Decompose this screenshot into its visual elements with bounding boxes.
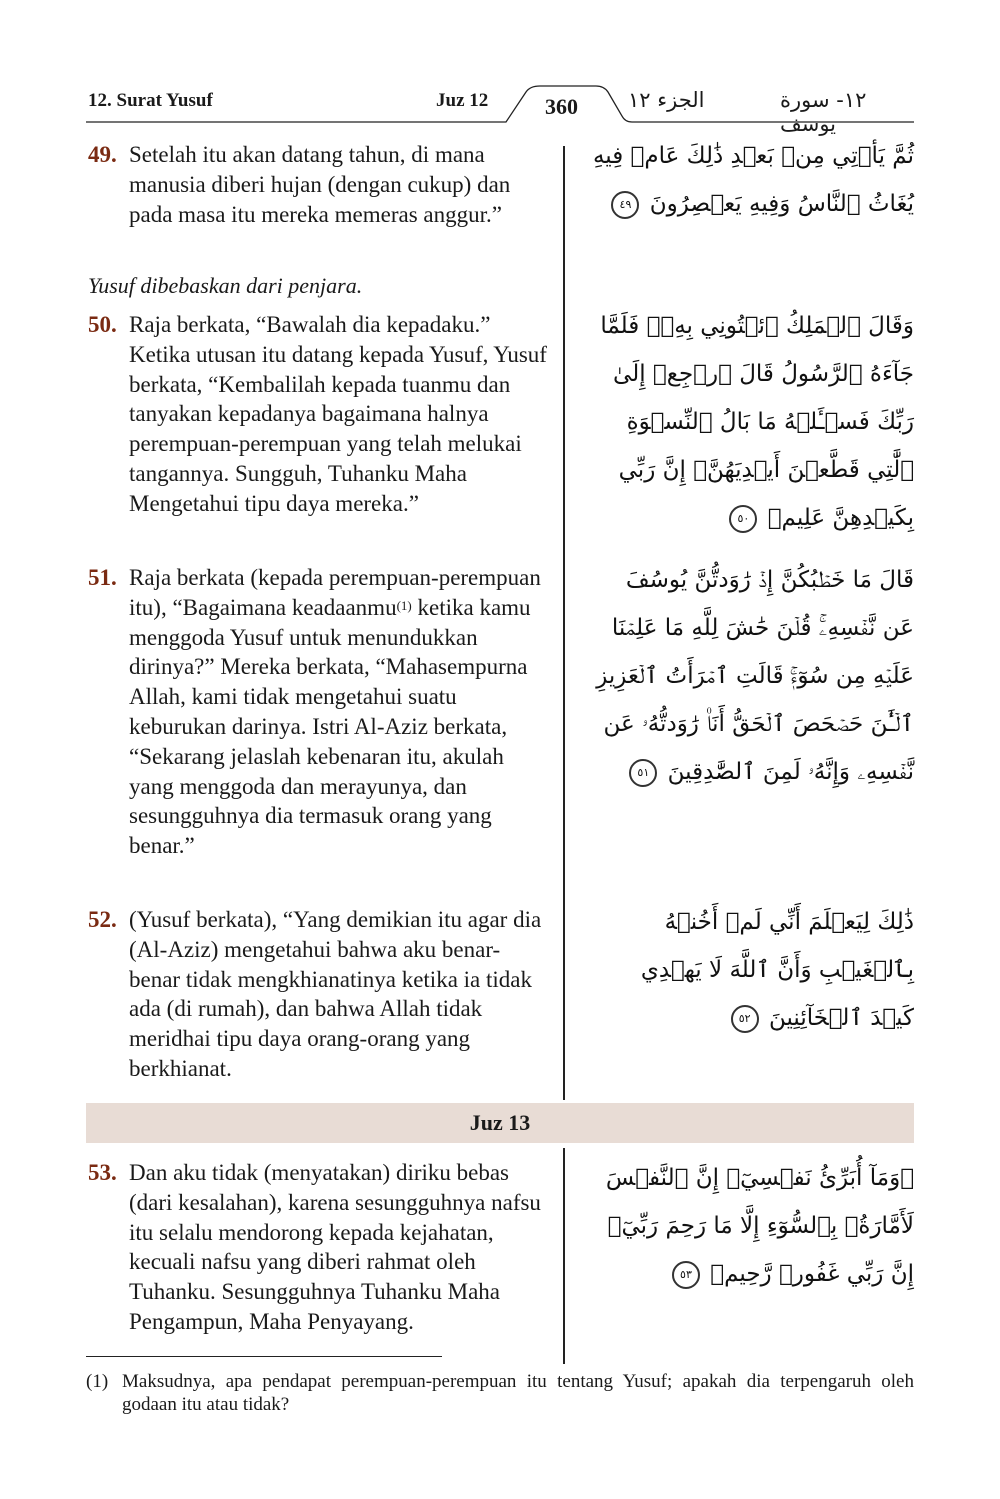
arabic-text: قَالَ مَا خَطۡبُكُنَّ إِذۡ رَٰوَدتُّنَّ يُوسُفَ عَن نَّفۡسِهِۦۚ قُلۡنَ حَٰشَ لِلَّهِ مَا عَلِمۡنَا عَلَيۡهِ مِن سُوٓءٖۚ قَالَتِ ٱمۡرَأَتُ ٱلۡعَزِيزِ ٱلۡـَٰٔنَ حَصۡحَصَ ٱلۡحَقُّ أَنَا۠ رَٰوَدتُّهُۥ عَن نَّفۡسِهِۦ وَإِنَّهُۥ لَمِنَ ٱلصَّٰدِقِينَ	[596, 567, 914, 785]
surah-title-latin: 12. Surat Yusuf	[88, 90, 213, 111]
footnote-reference: (1)	[396, 597, 412, 613]
footnote	[86, 1370, 914, 1416]
section-heading: Yusuf dibebaskan dari penjara.	[88, 273, 363, 298]
verse-number: 53.	[88, 1160, 117, 1185]
page-number: 360	[545, 94, 578, 119]
verse-text: ketika kamu menggoda Yusuf untuk menundukkan dirinya?” Mereka berkata, “Mahasempurna Allah, kami tidak mengetahui suatu keburukan darinya. Istri Al-Aziz berkata, “Sekarang jelaslah kebenaran itu, akulah yang menggoda dan merayunya, dan sesungguhnya dia termasuk orang yang benar.”	[129, 594, 531, 859]
verse-arabic	[590, 1154, 914, 1298]
column-divider	[563, 1148, 565, 1364]
surah-title-arabic: ١٢- سورة يوسف	[780, 88, 867, 136]
verse-number: 50.	[88, 312, 117, 337]
verse-translation	[88, 310, 550, 519]
verse-text: (Yusuf berkata), “Yang demikian itu agar dia (Al-Aziz) mengetahui bahwa aku benar-benar tidak mengkhianatinya ketika ia tidak ada (di rumah), dan bahwa Allah tidak meridhai tipu daya orang-orang yang berkhianat.	[129, 907, 542, 1081]
footnote-rule	[86, 1356, 442, 1357]
verse-arabic	[590, 556, 914, 796]
verse-number: 49.	[88, 142, 117, 167]
verse-text: Raja berkata, “Bawalah dia kepadaku.” Ketika utusan itu datang kepada Yusuf, Yusuf berkata, “Kembalilah kepada tuanmu dan tanyakan kepadanya bagaimana halnya perempuan-perempuan yang telah melukai tangannya. Sungguh, Tuhanku Maha Mengetahui tipu daya mereka.”	[129, 312, 547, 516]
verse-arabic	[590, 302, 914, 542]
verse-translation	[88, 1158, 550, 1337]
verse-text: Dan aku tidak (menyatakan) diriku bebas (dari kesalahan), karena sesungguhnya nafsu itu selalu mendorong kepada kejahatan, kecuali nafsu yang diberi rahmat oleh Tuhanku. Sesungguhnya Tuhanku Maha Pengampun, Maha Penyayang.	[129, 1160, 541, 1334]
verse-translation	[88, 140, 550, 229]
ayah-marker: ٤٩	[611, 191, 639, 219]
footnote-number: (1)	[86, 1371, 109, 1392]
ayah-marker: ٥٠	[729, 505, 757, 533]
verse-number: 51.	[88, 565, 117, 590]
column-divider	[563, 146, 565, 1100]
ayah-marker: ٥١	[629, 759, 657, 787]
juz-label-latin: Juz 12	[436, 90, 489, 111]
verse-arabic	[590, 132, 914, 228]
verse-text: Raja berkata (kepada perempuan-perempuan itu), “Bagaimana keadaanmu	[129, 565, 541, 620]
arabic-text: ۞وَمَآ أُبَرِّئُ نَفۡسِيٓۚ إِنَّ ٱلنَّفۡسَ لَأَمَّارَةُۢ بِٱلسُّوٓءِ إِلَّا مَا رَحِمَ رَبِّيٓۚ إِنَّ رَبِّي غَفُورٞ رَّحِيمٞ	[605, 1165, 914, 1287]
ayah-marker: ٥٢	[731, 1005, 759, 1033]
juz-label-arabic: الجزء ١٢	[628, 88, 705, 112]
juz-divider-band: Juz 13	[86, 1103, 914, 1143]
verse-translation	[88, 563, 550, 861]
verse-text: Setelah itu akan datang tahun, di mana manusia diberi hujan (dengan cukup) dan pada masa itu mereka memeras anggur.”	[129, 142, 511, 227]
arabic-text: وَقَالَ ٱلۡمَلِكُ ٱئۡتُونِي بِهِۦۖ فَلَمَّا جَآءَهُ ٱلرَّسُولُ قَالَ ٱرۡجِعۡ إِلَىٰ رَبِّكَ فَسۡـَٔلۡهُ مَا بَالُ ٱلنِّسۡوَةِ ٱلَّٰتِي قَطَّعۡنَ أَيۡدِيَهُنَّۚ إِنَّ رَبِّي بِكَيۡدِهِنَّ عَلِيمٞ	[600, 313, 914, 531]
verse-translation	[88, 905, 550, 1084]
verse-number: 52.	[88, 907, 117, 932]
footnote-text: Maksudnya, apa pendapat perempuan-perempuan itu tentang Yusuf; apakah dia terpengaruh oleh godaan itu atau tidak?	[122, 1371, 914, 1415]
arabic-text: ذَٰلِكَ لِيَعۡلَمَ أَنِّي لَمۡ أَخُنۡهُ بِٱلۡغَيۡبِ وَأَنَّ ٱللَّهَ لَا يَهۡدِي كَيۡدَ ٱلۡخَآئِنِينَ	[640, 909, 914, 1031]
verse-arabic	[590, 898, 914, 1042]
arabic-text: ثُمَّ يَأۡتِي مِنۢ بَعۡدِ ذَٰلِكَ عَامٞ فِيهِ يُغَاثُ ٱلنَّاسُ وَفِيهِ يَعۡصِرُونَ	[592, 143, 914, 217]
ayah-marker: ٥٣	[672, 1261, 700, 1289]
